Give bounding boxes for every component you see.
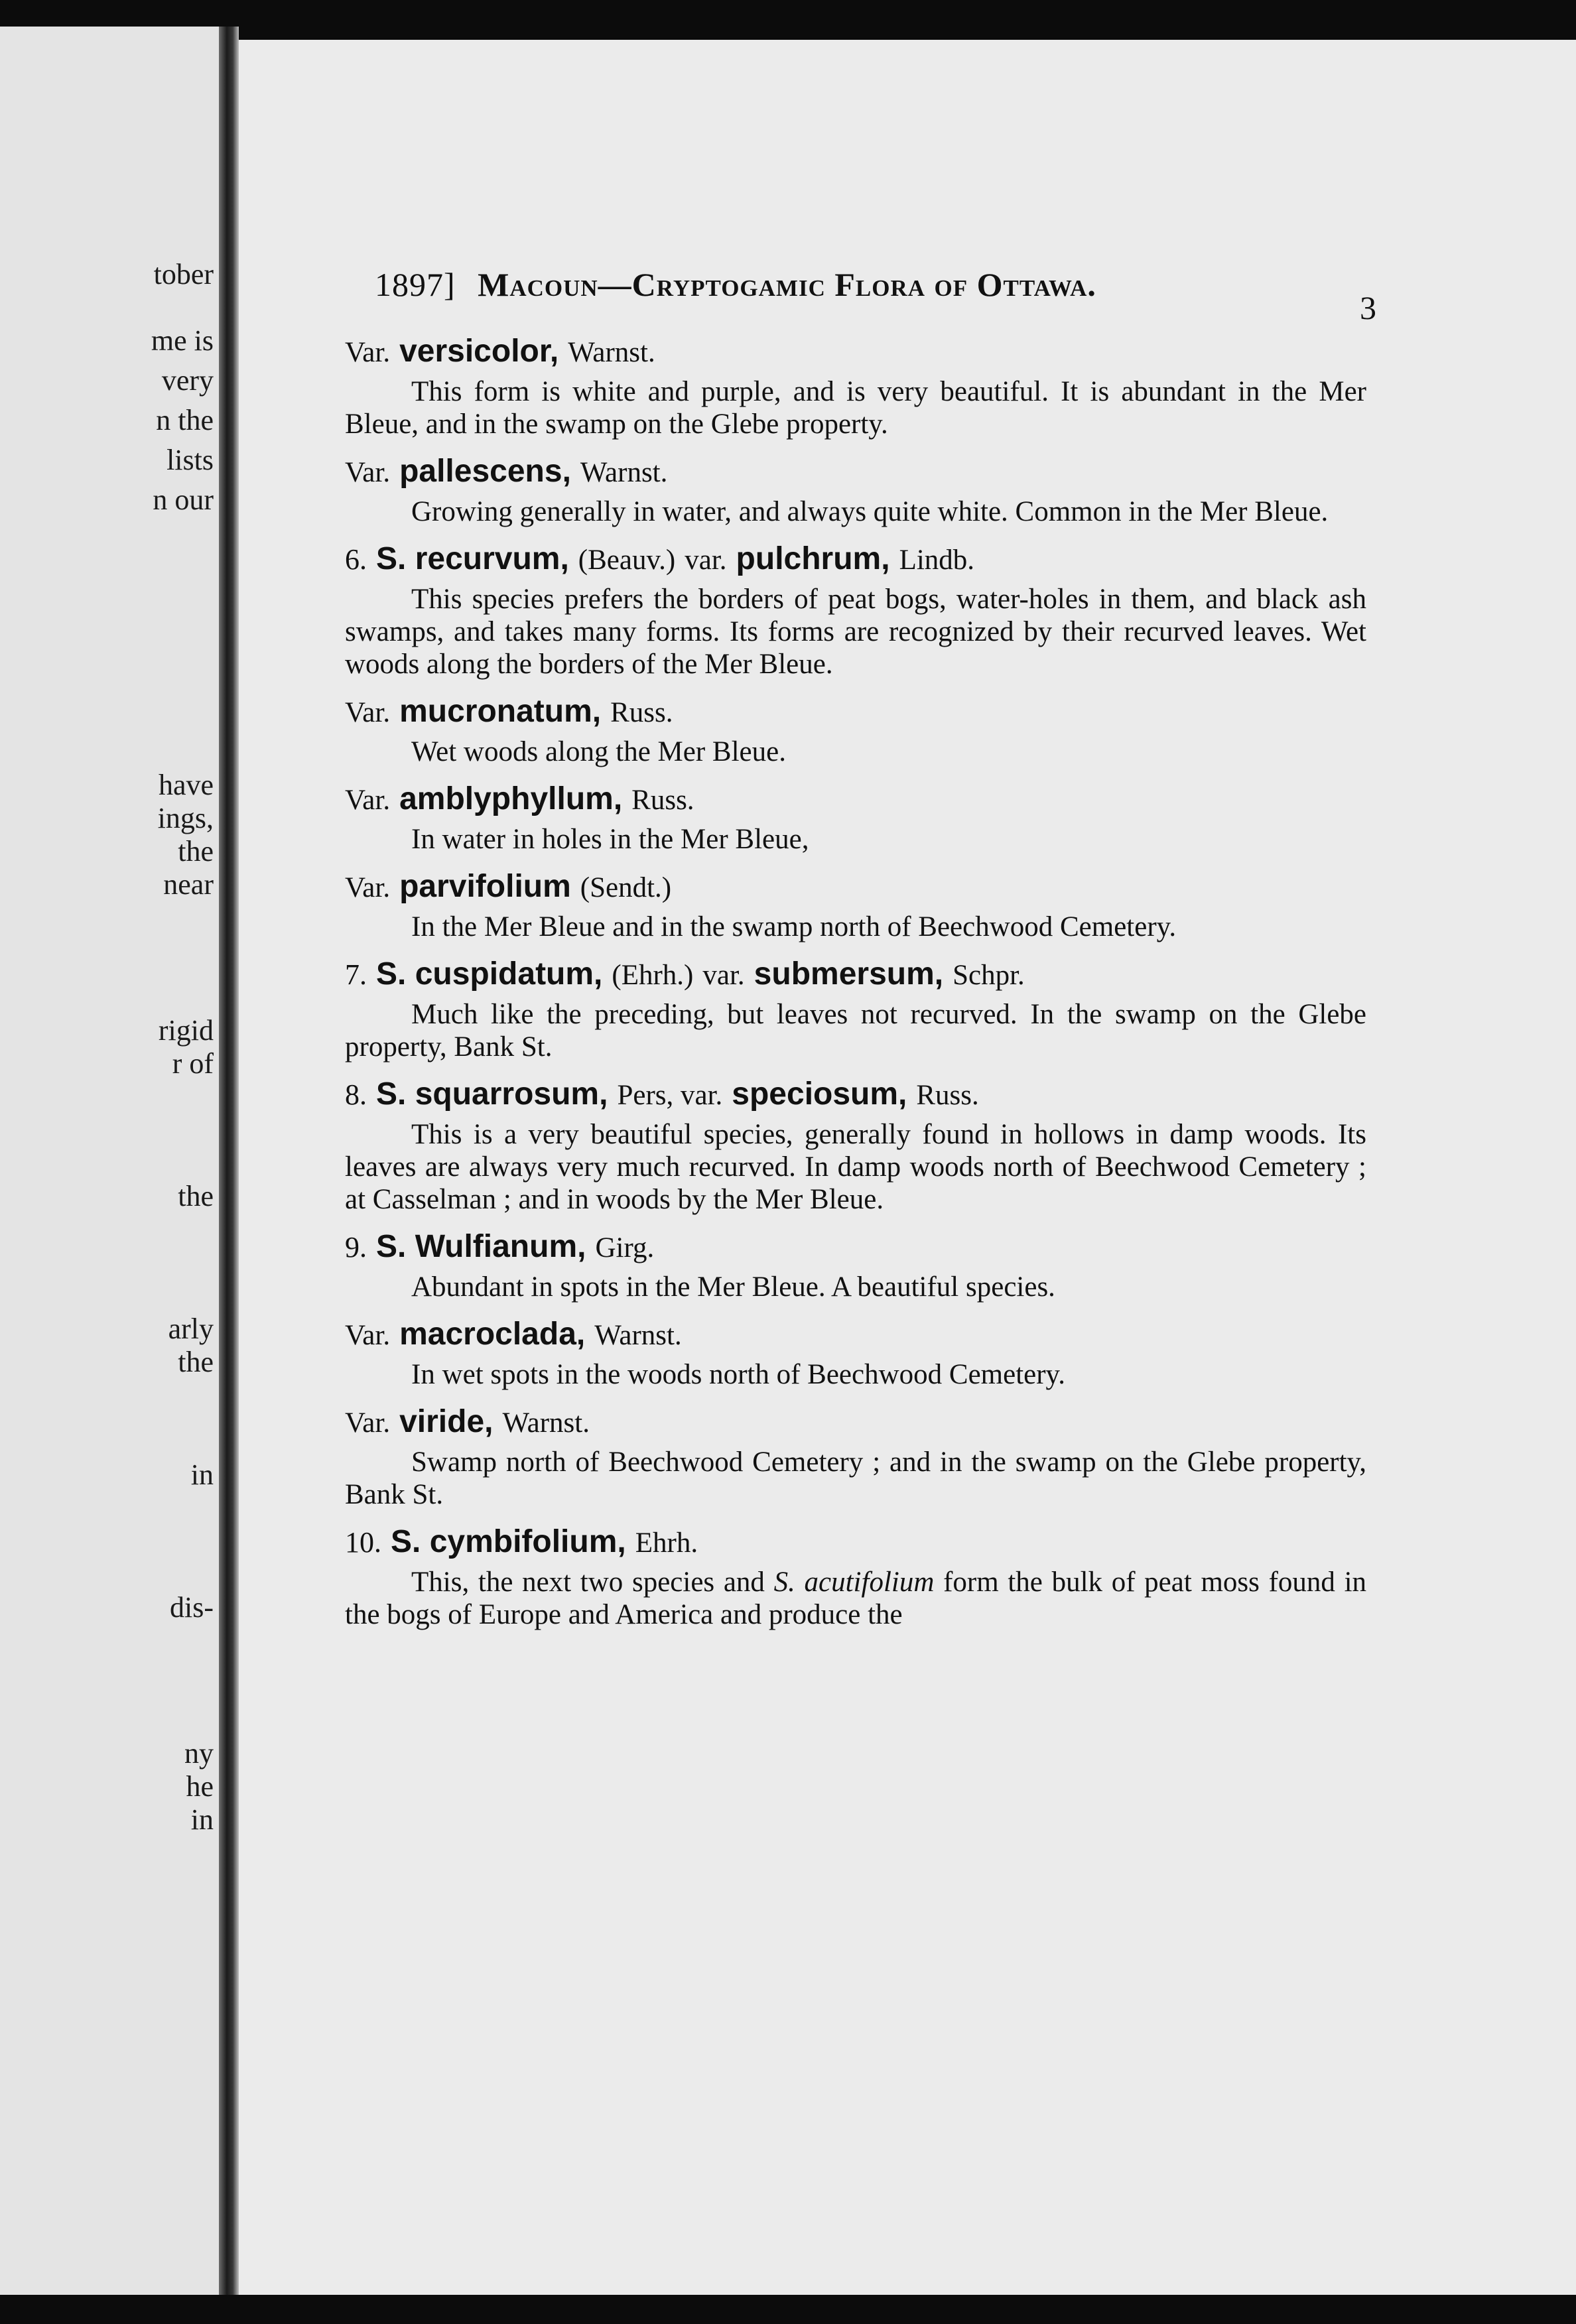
left-text-fragment: he bbox=[186, 1770, 214, 1803]
entry-number: 7. bbox=[345, 958, 367, 991]
species-entry bbox=[345, 958, 1366, 1063]
left-text-fragment: in bbox=[190, 1458, 214, 1491]
entry-description: Much like the preceding, but leaves not recurved. In the swamp on the Glebe property, Bank St. bbox=[345, 999, 1366, 1063]
page-number: 3 bbox=[1360, 289, 1376, 326]
taxon-author: (Sendt.) bbox=[580, 872, 672, 903]
taxon-name: macroclada, bbox=[399, 1317, 586, 1352]
variety-connector: var. bbox=[685, 545, 727, 576]
entry-heading bbox=[345, 695, 1366, 729]
variety-label: Var. bbox=[345, 697, 391, 728]
taxon-name: S. cuspidatum, bbox=[376, 956, 603, 992]
variety-label: Var. bbox=[345, 337, 391, 368]
description-text: This, the next two species and bbox=[411, 1567, 765, 1598]
taxon-name: pallescens, bbox=[399, 454, 571, 489]
entry-description: In the Mer Bleue and in the swamp north of Beechwood Cemetery. bbox=[411, 911, 1177, 942]
variety-name: submersum, bbox=[754, 956, 944, 992]
taxon-author: Pers, var. bbox=[617, 1080, 723, 1111]
entry-description: Swamp north of Beechwood Cemetery ; and in the swamp on the Glebe property, Bank St. bbox=[345, 1447, 1366, 1510]
entry-number: 8. bbox=[345, 1078, 367, 1111]
entry-description: Wet woods along the Mer Bleue. bbox=[411, 736, 786, 767]
species-entry bbox=[345, 1525, 1366, 1631]
taxon-name: parvifolium bbox=[399, 869, 571, 904]
entry-heading bbox=[345, 335, 1366, 369]
italic-species-name: S. acutifolium bbox=[773, 1567, 935, 1598]
entry-number: 9. bbox=[345, 1231, 367, 1263]
variety-label: Var. bbox=[345, 785, 391, 816]
variety-name: speciosum, bbox=[732, 1076, 907, 1112]
entry-heading bbox=[345, 1318, 1366, 1352]
taxon-author: Girg. bbox=[595, 1232, 655, 1263]
taxon-author: Warnst. bbox=[594, 1320, 682, 1351]
species-entry bbox=[345, 543, 1366, 680]
entry-heading bbox=[345, 1078, 1366, 1112]
left-text-fragment: lists bbox=[166, 444, 214, 476]
left-text-fragment: rigid bbox=[158, 1014, 214, 1047]
variety-name: pulchrum, bbox=[736, 541, 890, 576]
left-text-fragment: arly bbox=[168, 1313, 214, 1345]
taxon-name: viride, bbox=[399, 1404, 493, 1439]
left-text-fragment: ings, bbox=[157, 802, 214, 834]
left-text-fragment: r of bbox=[172, 1047, 214, 1080]
taxon-name: S. squarrosum, bbox=[376, 1076, 608, 1112]
entry-number: 10. bbox=[345, 1526, 381, 1559]
entry-description: This form is white and purple, and is very beautiful. It is abundant in the Mer Bleue, and in the swamp on the Glebe property. bbox=[345, 376, 1366, 440]
left-text-fragment: dis- bbox=[170, 1591, 214, 1624]
book-gutter bbox=[219, 27, 239, 2295]
left-text-fragment: very bbox=[161, 364, 214, 397]
entry-number: 6. bbox=[345, 543, 367, 576]
variety-label: Var. bbox=[345, 872, 391, 903]
page-content bbox=[345, 335, 1366, 1646]
taxon-author: Warnst. bbox=[568, 337, 655, 368]
variety-author: Russ. bbox=[916, 1080, 979, 1111]
taxon-author: (Beauv.) bbox=[578, 545, 676, 576]
taxon-name: S. cymbifolium, bbox=[391, 1524, 626, 1559]
variety-author: Lindb. bbox=[899, 545, 975, 576]
entry-description: In water in holes in the Mer Bleue, bbox=[411, 824, 809, 855]
header-title: Macoun—Cryptogamic Flora of Ottawa. bbox=[478, 266, 1096, 303]
left-text-fragment: n the bbox=[156, 404, 214, 436]
entry-heading bbox=[345, 1230, 1366, 1264]
left-text-fragment: n our bbox=[153, 484, 214, 516]
species-entry bbox=[345, 695, 1366, 768]
species-entry bbox=[345, 335, 1366, 440]
species-entry bbox=[345, 783, 1366, 856]
taxon-author: (Ehrh.) bbox=[612, 960, 694, 991]
variety-label: Var. bbox=[345, 1320, 391, 1351]
species-entry bbox=[345, 870, 1366, 943]
taxon-author: Ehrh. bbox=[635, 1527, 698, 1559]
taxon-author: Warnst. bbox=[580, 457, 668, 488]
entry-heading bbox=[345, 1405, 1366, 1439]
left-text-fragment: near bbox=[163, 868, 214, 901]
species-entry bbox=[345, 1318, 1366, 1391]
left-text-fragment: the bbox=[178, 1180, 214, 1212]
species-entry bbox=[345, 1230, 1366, 1303]
left-text-fragment: tober bbox=[153, 258, 214, 290]
taxon-name: S. Wulfianum, bbox=[376, 1229, 586, 1264]
variety-author: Schpr. bbox=[952, 960, 1025, 991]
left-page-edge bbox=[0, 27, 219, 2295]
entry-description: This species prefers the borders of peat bogs, water-holes in them, and black ash swamps, and takes many forms. Its forms are recognized by their recurved leaves. Wet woods along the borders of the Mer Bleue. bbox=[345, 584, 1366, 680]
taxon-author: Warnst. bbox=[502, 1407, 590, 1439]
entry-heading bbox=[345, 783, 1366, 816]
entry-description: Growing generally in water, and always quite white. Common in the Mer Bleue. bbox=[411, 496, 1329, 527]
taxon-name: S. recurvum, bbox=[376, 541, 569, 576]
left-text-fragment: the bbox=[178, 1346, 214, 1378]
variety-label: Var. bbox=[345, 457, 391, 488]
left-text-fragment: the bbox=[178, 835, 214, 868]
left-text-fragment: ny bbox=[184, 1737, 214, 1770]
taxon-author: Russ. bbox=[610, 697, 673, 728]
entry-heading bbox=[345, 455, 1366, 489]
variety-connector: var. bbox=[702, 960, 745, 991]
left-text-fragment: me is bbox=[151, 324, 214, 357]
left-text-fragment: have bbox=[158, 769, 214, 801]
entry-heading bbox=[345, 1525, 1366, 1559]
entry-description: This is a very beautiful species, generally found in hollows in damp woods. Its leaves are always very much recurved. In damp woods north of Beechwood Cemetery ; at Casselman ; and in woods by the Mer Bleue. bbox=[345, 1119, 1366, 1215]
species-entry bbox=[345, 1078, 1366, 1216]
left-text-fragment: in bbox=[190, 1803, 214, 1836]
header-year: 1897] bbox=[375, 266, 456, 303]
taxon-author: Russ. bbox=[631, 785, 694, 816]
description-text: form the bulk of peat moss found in the bogs of Europe and America and produce the bbox=[345, 1567, 1367, 1630]
entry-description: In wet spots in the woods north of Beechwood Cemetery. bbox=[411, 1359, 1066, 1390]
entry-description bbox=[345, 1566, 1366, 1631]
species-entry bbox=[345, 1405, 1366, 1511]
entry-heading bbox=[345, 870, 1366, 904]
taxon-name: versicolor, bbox=[399, 334, 559, 369]
running-header bbox=[375, 265, 1410, 304]
taxon-name: mucronatum, bbox=[399, 694, 602, 729]
entry-description: Abundant in spots in the Mer Bleue. A beautiful species. bbox=[411, 1271, 1055, 1303]
taxon-name: amblyphyllum, bbox=[399, 781, 623, 816]
entry-heading bbox=[345, 543, 1366, 576]
variety-label: Var. bbox=[345, 1407, 391, 1439]
entry-heading bbox=[345, 958, 1366, 992]
species-entry bbox=[345, 455, 1366, 528]
